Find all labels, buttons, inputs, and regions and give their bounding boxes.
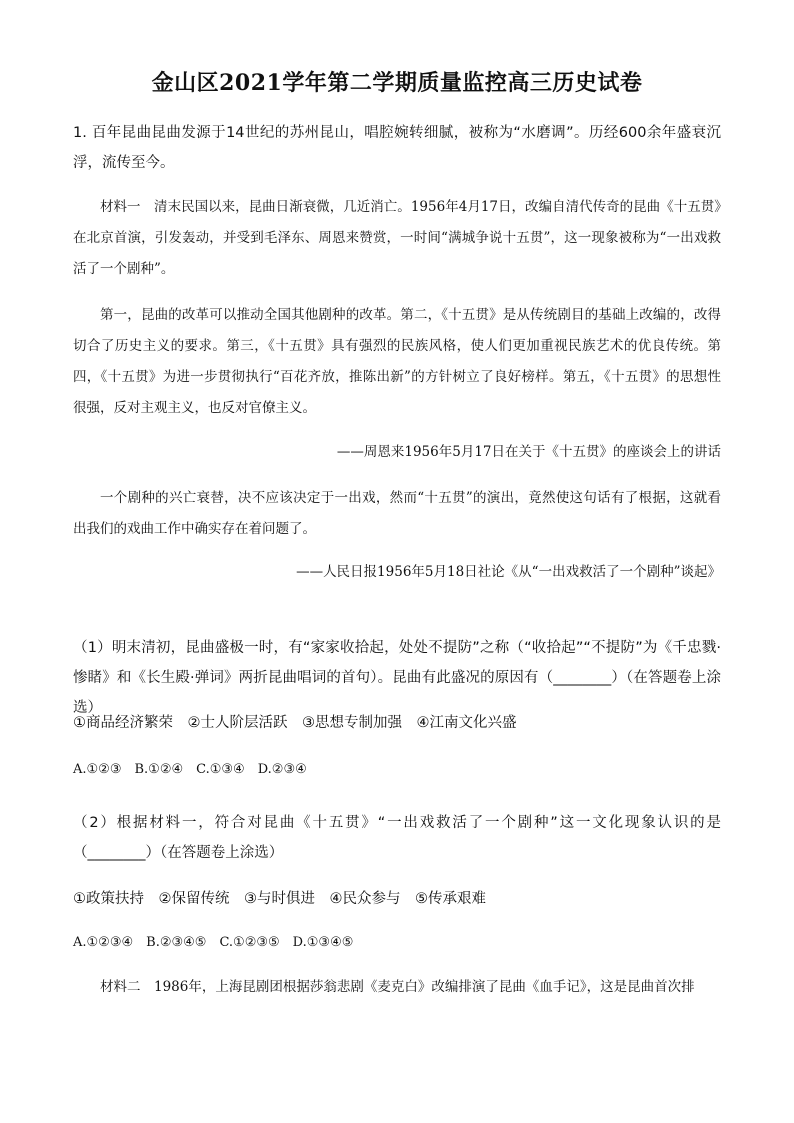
zhou-enlai-speech: 第一，昆曲的改革可以推动全国其他剧种的改革。第二，《十五贯》是从传统剧目的基础上改编的，改得切合了历史主义的要求。第三，《十五贯》具有强烈的民族风格，使人们更加重视民族艺术的优良传统。第四，《十五贯》为进一步贯彻执行“百花齐放，推陈出新”的方针树立了良好榜样。第五，《十五贯》的思想性很强，反对主观主义，也反对官僚主义。 bbox=[73, 307, 721, 416]
question-intro: 1. 百年昆曲昆曲发源于14世纪的苏州昆山，唱腔婉转细腻，被称为“水磨调”。历经600余年盛衰沉浮，流传至今。 bbox=[73, 125, 721, 171]
question-2: （2）根据材料一，符合对昆曲《十五贯》“一出戏救活了一个剧种”这一文化现象认识的是（________）（在答题卷上涂选） bbox=[73, 815, 721, 861]
material-one: 材料一 清末民国以来，昆曲日渐衰微，几近消亡。1956年4月17日，改编自清代传奇的昆曲《十五贯》在北京首演，引发轰动，并受到毛泽东、周恩来赞赏，一时间“满城争说十五贯”，这一现象被称为“一出戏救活了一个剧种”。 bbox=[73, 199, 721, 277]
editorial-source: ——人民日报1956年5月18日社论《从“一出戏救活了一个剧种”谈起》 bbox=[296, 564, 721, 580]
question-1: （1）明末清初，昆曲盛极一时，有“家家收拾起，处处不提防”之称（“收拾起”“不提防”为《千忠戮·惨睹》和《长生殿·弹词》两折昆曲唱词的首句）。昆曲有此盛况的原因有（________）（在答题卷上涂选） bbox=[73, 640, 721, 716]
question-2-choices: A.①②③④ B.②③④⑤ C.①②③⑤ D.①③④⑤ bbox=[73, 935, 354, 950]
material-two: 材料二 1986年，上海昆剧团根据莎翁悲剧《麦克白》改编排演了昆曲《血手记》，这是昆曲首次排 bbox=[100, 979, 695, 995]
question-1-options: ①商品经济繁荣 ②士人阶层活跃 ③思想专制加强 ④江南文化兴盛 bbox=[73, 715, 517, 731]
question-2-options: ①政策扶持 ②保留传统 ③与时俱进 ④民众参与 ⑤传承艰难 bbox=[73, 891, 486, 907]
peoples-daily-editorial: 一个剧种的兴亡衰替，决不应该决定于一出戏，然而“十五贯”的演出，竟然使这句话有了根据，这就看出我们的戏曲工作中确实存在着问题了。 bbox=[73, 490, 721, 537]
exam-title: 金山区2021学年第二学期质量监控高三历史试卷 bbox=[151, 70, 643, 96]
question-1-choices: A.①②③ B.①②④ C.①③④ D.②③④ bbox=[73, 762, 307, 777]
zhou-enlai-source: ——周恩来1956年5月17日在关于《十五贯》的座谈会上的讲话 bbox=[336, 444, 721, 460]
